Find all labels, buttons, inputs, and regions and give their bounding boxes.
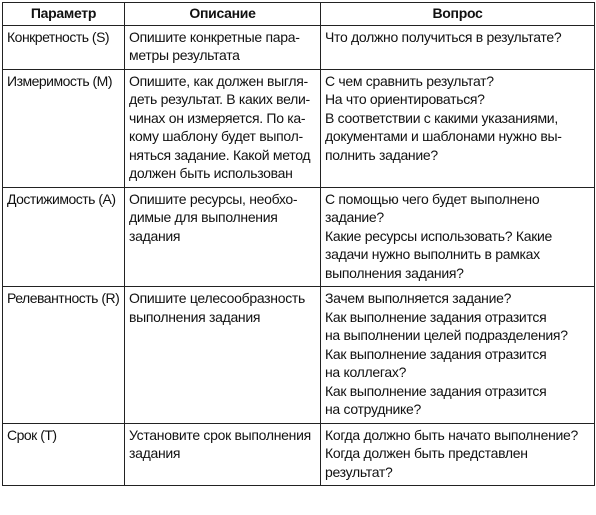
param-cell: Измеримость (M)	[3, 69, 125, 187]
question-cell	[321, 69, 595, 187]
description-cell	[125, 423, 321, 486]
question-line: Что должно получиться в результате?	[325, 28, 562, 45]
description-line: Опишите целесообразность	[129, 290, 306, 306]
description-line: задания	[129, 445, 181, 461]
header-question: Вопрос	[321, 3, 595, 26]
table-row	[3, 69, 595, 187]
table-row	[3, 287, 595, 424]
question-line: на выполнении целей подразделения?	[325, 327, 568, 343]
question-line: На что ориентироваться?	[325, 91, 485, 107]
header-param: Параметр	[3, 3, 125, 26]
description-line: няться задание. Какой метод	[129, 146, 311, 163]
question-line: С помощью чего будет выполнено	[325, 190, 540, 207]
description-cell	[125, 287, 321, 424]
description-line: кому шаблону будет выпол-	[129, 128, 303, 144]
smart-criteria-table	[2, 2, 595, 486]
description-cell	[125, 25, 321, 69]
header-row	[3, 3, 595, 26]
table-row	[3, 187, 595, 287]
question-line: задачи нужно выполнить в рамках	[325, 246, 540, 262]
question-cell	[321, 187, 595, 287]
description-line: Установите срок выполнения	[129, 426, 311, 443]
description-line: Опишите, как должен выгля-	[129, 72, 308, 89]
question-line: документами и шаблонами нужно вы-	[325, 128, 562, 144]
header-description: Описание	[125, 3, 321, 26]
description-line: задания	[129, 227, 181, 244]
question-cell	[321, 25, 595, 69]
description-line: метры результата	[129, 47, 240, 63]
table-row	[3, 25, 595, 69]
question-line: Зачем выполняется задание?	[325, 290, 512, 306]
description-line: должен быть использован	[129, 165, 293, 181]
question-line: Как выполнение задания отразится	[325, 382, 547, 399]
question-line: Когда должен быть представлен	[325, 445, 528, 461]
param-cell: Конкретность (S)	[3, 25, 125, 69]
description-cell	[125, 187, 321, 287]
question-line: полнить задание?	[325, 146, 438, 163]
question-line: С чем сравнить результат?	[325, 72, 494, 89]
question-line: на сотруднике?	[325, 401, 421, 417]
description-line: Опишите ресурсы, необхо-	[129, 190, 298, 207]
param-cell: Достижимость (A)	[3, 187, 125, 287]
question-line: задание?	[325, 209, 384, 225]
table-row	[3, 423, 595, 486]
question-line: Как выполнение задания отразится	[325, 308, 547, 325]
description-line: выполнения задания	[129, 308, 261, 325]
question-cell	[321, 423, 595, 486]
param-cell: Срок (T)	[3, 423, 125, 486]
question-cell	[321, 287, 595, 424]
question-line: Когда должно быть начато выполнение?	[325, 426, 579, 443]
table-header	[3, 3, 595, 26]
table-body	[3, 25, 595, 486]
description-line: Опишите конкретные пара-	[129, 28, 300, 45]
param-cell: Релевантность (R)	[3, 287, 125, 424]
description-line: чинах он измеряется. По ка-	[129, 109, 306, 126]
question-line: Какие ресурсы использовать? Какие	[325, 227, 553, 244]
question-line: выполнения задания?	[325, 264, 464, 281]
question-line: В соответствии с какими указаниями,	[325, 109, 558, 126]
description-cell	[125, 69, 321, 187]
description-line: димые для выполнения	[129, 209, 278, 225]
description-line: деть результат. В каких вели-	[129, 91, 310, 107]
question-line: результат?	[325, 463, 393, 480]
question-line: Как выполнение задания отразится	[325, 345, 547, 362]
question-line: на коллегах?	[325, 364, 407, 380]
